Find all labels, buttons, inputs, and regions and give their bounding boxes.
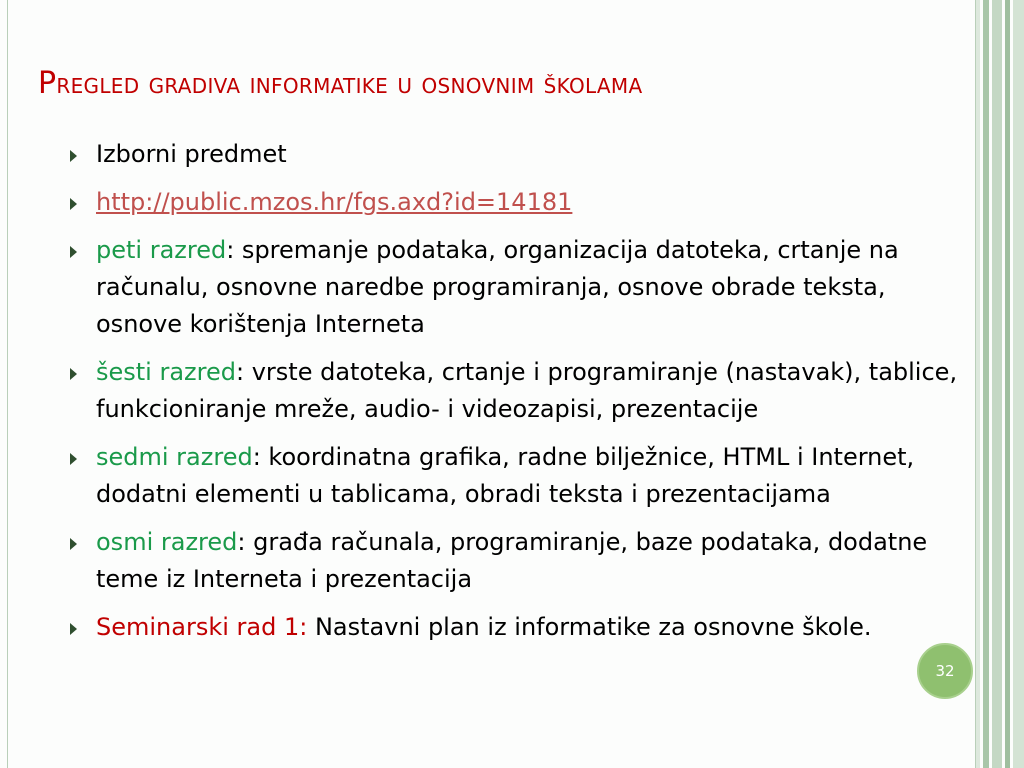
triangle-bullet-icon [70, 198, 77, 210]
slide-title: Pregled gradiva informatike u osnovnim školama [38, 66, 643, 101]
item-text: : spremanje podataka, organizacija datoteka, crtanje na računalu, osnovne naredbe programiranja, osnove obrade teksta, osnove korištenja Interneta [96, 236, 899, 338]
triangle-bullet-icon [70, 368, 77, 380]
grade-label: peti razred [96, 236, 227, 264]
triangle-bullet-icon [70, 623, 77, 635]
page-number-badge: 32 [917, 643, 973, 699]
item-text: Izborni predmet [96, 140, 287, 168]
item-text: Nastavni plan iz informatike za osnovne škole. [307, 613, 872, 641]
list-item [70, 184, 970, 221]
list-item [70, 136, 970, 173]
list-item [70, 524, 970, 598]
seminar-label: Seminarski rad 1: [96, 613, 308, 641]
grade-label: osmi razred [96, 528, 238, 556]
list-item [70, 609, 970, 646]
triangle-bullet-icon [70, 150, 77, 162]
bullet-list [70, 136, 970, 657]
list-item [70, 232, 970, 343]
triangle-bullet-icon [70, 538, 77, 550]
triangle-bullet-icon [70, 453, 77, 465]
decorative-stripes [976, 0, 1024, 768]
grade-label: sedmi razred [96, 443, 253, 471]
item-text: : građa računala, programiranje, baze podataka, dodatne teme iz Interneta i prezentacija [96, 528, 928, 593]
triangle-bullet-icon [70, 246, 77, 258]
item-text: : koordinatna grafika, radne bilježnice, HTML i Internet, dodatni elementi u tablicama, obradi teksta i prezentacijama [96, 443, 915, 508]
list-item [70, 439, 970, 513]
grade-label: šesti razred [96, 358, 236, 386]
curriculum-link[interactable]: http://public.mzos.hr/fgs.axd?id=14181 [96, 188, 573, 216]
list-item [70, 354, 970, 428]
item-text: : vrste datoteka, crtanje i programiranje (nastavak), tablice, funkcioniranje mreže, audio- i videozapisi, prezentacije [96, 358, 958, 423]
